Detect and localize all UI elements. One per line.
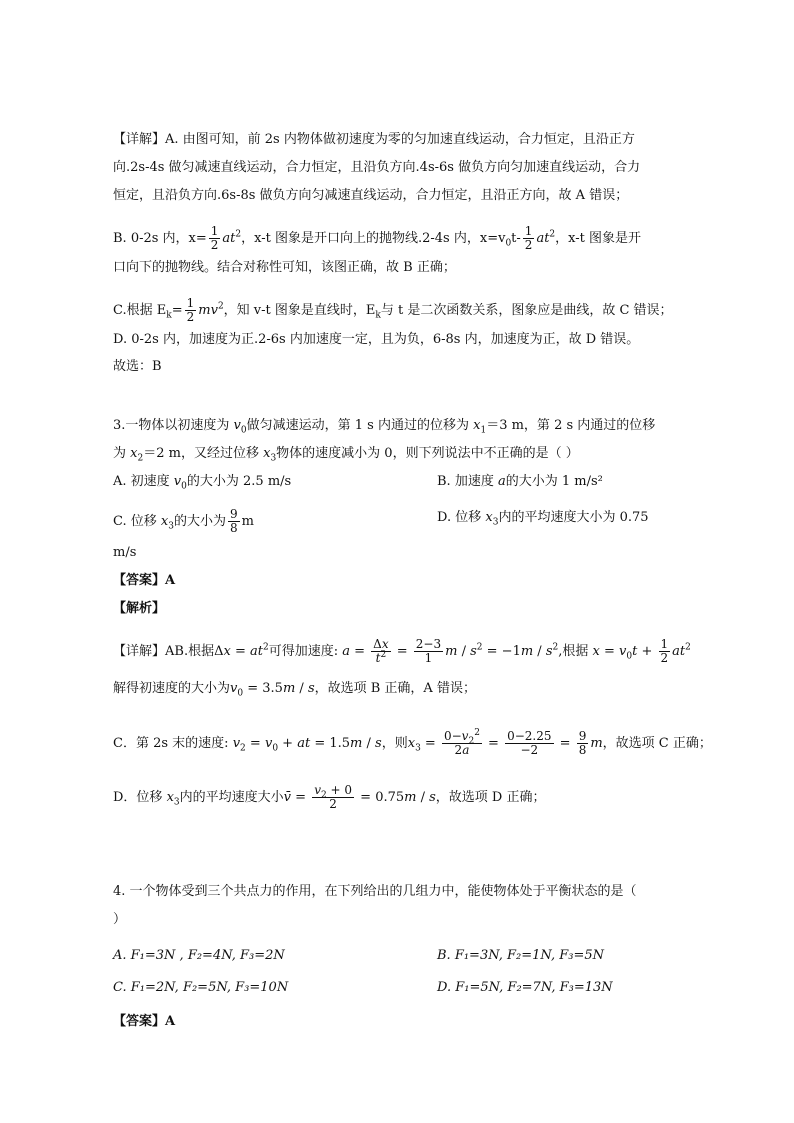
p2-line-5: 口向下的抛物线。结合对称性可知，该图正确，故 B 正确；	[113, 260, 456, 275]
q3-solution-1: 【详解】AB.根据$\Delta x = at^2$可得加速度: a = $\frac{\Delta x}{t^2}$ = $\frac{2-3}{1}$ $m / s^2 = -1m / s^2$,根据 $x = v_0t$ + $\frac{1}{2}$ $at^2$	[113, 637, 691, 665]
q3-stem-1: 3.一物体以初速度为 $v_0$做匀减速运动，第 1 s 内通过的位移为 $x_1=3$ m，第 2 s 内通过的位移	[113, 418, 656, 436]
fraction-half: $\frac{1}{2}$	[186, 296, 195, 324]
p2-line-4: B. 0-2s 内，x= $\frac{1}{2}$ $at^2$，x-t 图象是开口向上的抛物线.2-4s 内，$x=v_0t-$ $\frac{1}{2}$ $at^2$，x-t 图象是开	[113, 224, 642, 252]
fraction-half: $\frac{1}{2}$	[210, 224, 219, 252]
q3-answer: 【答案】A	[113, 573, 176, 588]
q3-option-d: D. 位移 $x_3$内的平均速度大小为 0.75	[437, 510, 649, 528]
q3-stem-2: 为 $x_2=2$ m，又经过位移 $x_3$物体的速度减小为 0，则下列说法中不正确的是（ ）	[113, 446, 579, 464]
p2-line-3: 恒定，且沿负方向.6s-8s 做负方向匀减速直线运动，合力恒定，且沿正方向，故 A 错误；	[113, 188, 629, 203]
q3-option-c: C. 位移 $x_3$的大小为 $\frac{9}{8}$ m	[113, 507, 254, 535]
q4-stem-1: 4. 一个物体受到三个共点力的作用，在下列给出的几组力中，能使物体处于平衡状态的是（	[113, 884, 637, 899]
q3-solution-2: 解得初速度的大小为$v_0 = 3.5m / s$，故选项 B 正确，A 错误；	[113, 681, 476, 699]
q4-option-d: D. F₁=5N, F₂=7N, F₃=13N	[437, 980, 613, 995]
q3-solution-3: C．第 2s 末的速度: $v_2 = v_0$ + at = 1.5m / s，则$x_3$ = $\frac{0-v_2^2}{2a}$ = $\frac{0-2.25}{-2}$ = $\frac{9}{8}$ m，故选项 C 正确；	[113, 728, 712, 757]
q3-analysis-heading: 【解析】	[113, 601, 166, 616]
q3-option-d-unit: m/s	[113, 545, 137, 560]
p2-line-7: D. 0-2s 内，加速度为正.2-6s 内加速度一定，且为负，6-8s 内，加速度为正，故 D 错误。	[113, 332, 640, 347]
q4-option-a: A. F₁=3N , F₂=4N, F₃=2N	[113, 948, 285, 963]
q3-option-b: B. 加速度 a的大小为 1 m/s²	[437, 474, 603, 489]
q3-solution-4: D．位移 $x_3$内的平均速度大小v̄ = $\frac{v_2 + 0}{2}$ = 0.75m / s，故选项 D 正确；	[113, 783, 546, 811]
q3-option-a: A. 初速度 $v_0$的大小为 2.5 m/s	[113, 474, 292, 492]
q4-stem-2: ）	[113, 912, 127, 927]
p2-line-8: 故选：B	[113, 359, 162, 374]
fraction-nine-eighths: $\frac{9}{8}$	[229, 507, 238, 535]
p2-line-6: C.根据 $E_k=$ $\frac{1}{2}$ $mv^2$，知 v-t 图象是直线时，$E_k$与 t 是二次函数关系，图象应是曲线，故 C 错误；	[113, 296, 673, 324]
p2-line-2: 向.2s-4s 做匀减速直线运动，合力恒定，且沿负方向.4s-6s 做负方向匀加速直线运动，合力	[113, 160, 641, 175]
q4-option-b: B. F₁=3N, F₂=1N, F₃=5N	[437, 948, 604, 963]
p2-line-1: 【详解】A. 由图可知，前 2s 内物体做初速度为零的匀加速直线运动，合力恒定，且沿正方	[113, 132, 635, 147]
fraction-half: $\frac{1}{2}$	[524, 224, 533, 252]
q4-option-c: C. F₁=2N, F₂=5N, F₃=10N	[113, 980, 289, 995]
q4-answer: 【答案】A	[113, 1014, 176, 1029]
